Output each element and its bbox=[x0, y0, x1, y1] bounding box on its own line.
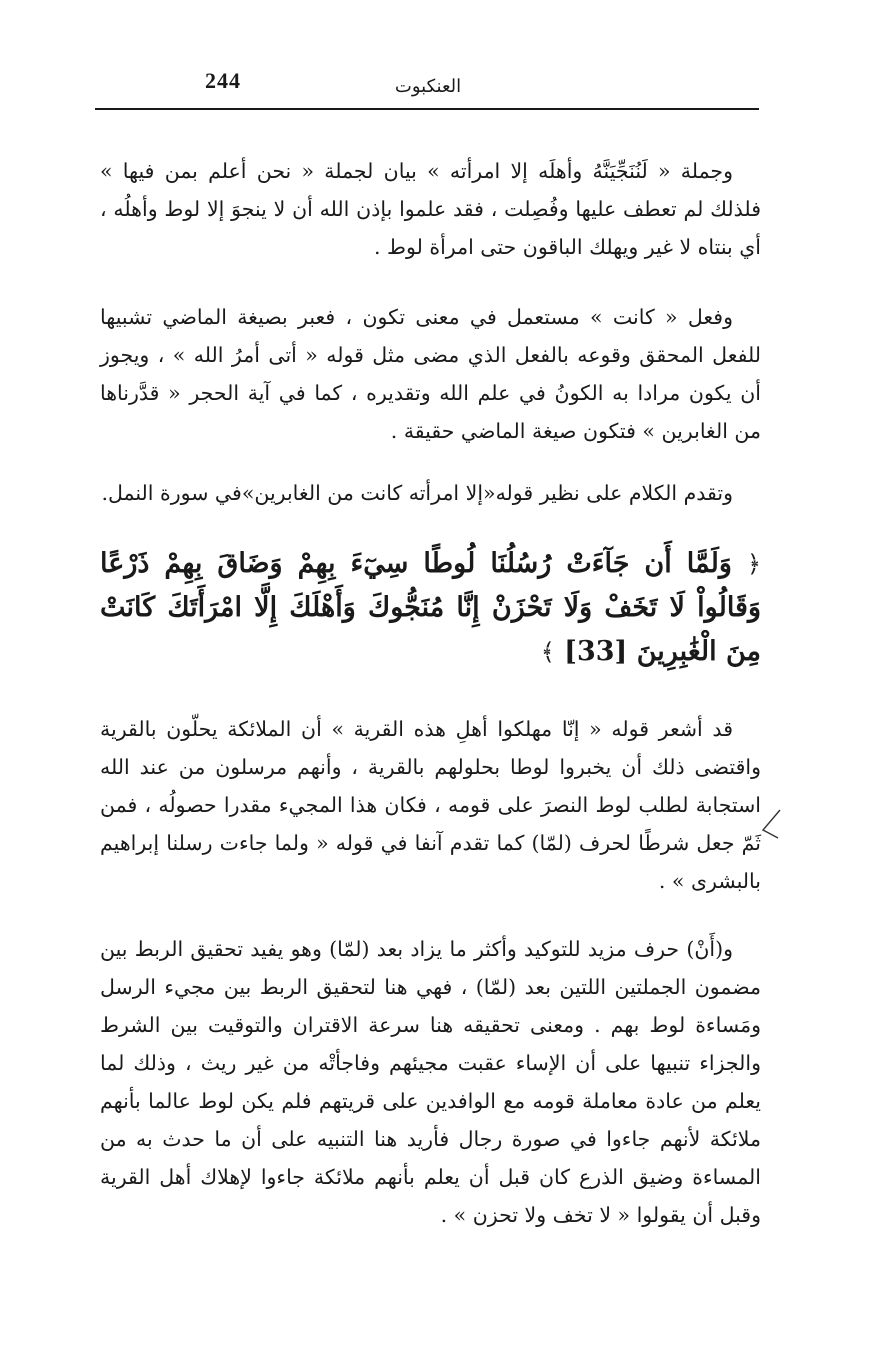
verse-text: وَلَمَّا أَن جَآءَتْ رُسُلُنَا لُوطًا سِيٓءَ بِهِمْ وَضَاقَ بِهِمْ ذَرْعًا وَقَالُواْ لَا تَخَفْ وَلَا تَحْزَنْ إِنَّا مُنَجُّوكَ وَأَهْلَكَ إِلَّا امْرَأَتَكَ كَانَتْ مِنَ الْغَٰبِرِينَ bbox=[100, 548, 761, 667]
margin-pen-mark bbox=[760, 808, 782, 848]
quran-verse bbox=[100, 542, 761, 674]
paragraph: قد أشعر قوله « إنّا مهلكوا أهلِ هذه القرية » أن الملائكة يحلّون بالقرية واقتضى ذلك أن يخبروا لوطا بحلولهم بالقرية ، وأنهم مرسلون من عند الله استجابة لطلب لوط النصرَ على قومه ، فكان هذا المجيء مقدرا حصولُه ، فمن ثَمّ جعل شرطًا لحرف (لمّا) كما تقدم آنفا في قوله « ولما جاءت رسلنا إبراهيم بالبشرى » . bbox=[100, 717, 761, 893]
page-header bbox=[95, 68, 761, 106]
paragraph: وتقدم الكلام على نظير قوله«إلا امرأته كانت من الغابرين»في سورة النمل. bbox=[101, 481, 733, 505]
page-body bbox=[100, 152, 761, 1234]
verse-number: [33] bbox=[564, 636, 628, 667]
paragraph: وفعل « كانت » مستعمل في معنى تكون ، فعبر بصيغة الماضي تشبيها للفعل المحقق وقوعه بالفعل الذي مضى مثل قوله « أتى أمرُ الله » ، ويجوز أن يكون مرادا به الكونُ في علم الله وتقديره ، كما في آية الحجر « قدَّرناها من الغابرين » فتكون صيغة الماضي حقيقة . bbox=[100, 305, 761, 443]
paragraph: و(أَنْ) حرف مزيد للتوكيد وأكثر ما يزاد بعد (لمّا) وهو يفيد تحقيق الربط بين مضمون الجملتين اللتين بعد (لمّا) ، فهي هنا لتحقيق الربط بين مجيء الرسل ومَساءة لوط بهم . ومعنى تحقيقه هنا سرعة الاقتران والتوقيت بين الشرط والجزاء تنبيها على أن الإساء عقبت مجيئهم وفاجأتْه من غير ريث ، وذلك لما يعلم من عادة معاملة قومه مع الوافدين على قريتهم فلم يكن لوط عالما بأنهم ملائكة لأنهم جاءوا في صورة رجال فأريد هنا التنبيه على أن ما حدث به من المساءة وضيق الذرع كان قبل أن يعلم بأنهم ملائكة جاءوا لإهلاك أهل القرية وقبل أن يقولوا « لا تخف ولا تحزن » . bbox=[100, 937, 761, 1227]
verse-close-ornament: ﴾ bbox=[540, 638, 555, 666]
page-number: 244 bbox=[205, 68, 241, 93]
paragraph: وجملة « لَنُنَجِّيَنَّهُ وأهلَه إلا امرأته » بيان لجملة « نحن أعلم بمن فيها » فلذلك لم تعطف عليها وفُصِلت ، فقد علموا بإذن الله أن لا ينجوَ إلا لوط وأهلُه ، أي بنتاه لا غير ويهلك الباقون حتى امرأة لوط . bbox=[100, 159, 761, 259]
header-rule bbox=[95, 108, 759, 110]
running-title: العنكبوت bbox=[394, 76, 462, 97]
verse-open-ornament: ﴿ bbox=[746, 550, 761, 578]
